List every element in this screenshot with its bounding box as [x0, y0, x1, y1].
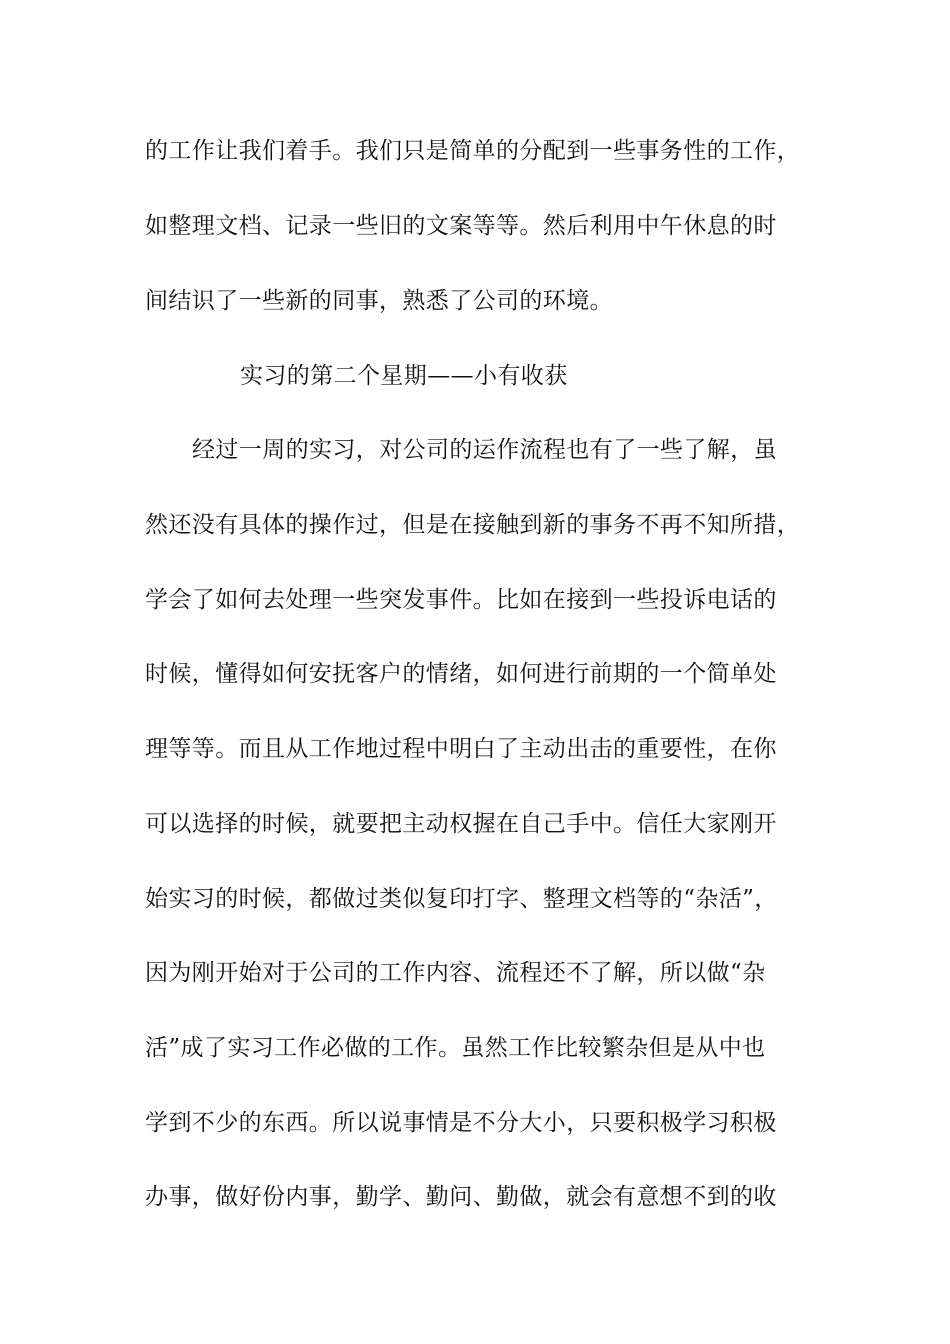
text-line-13: 活”成了实习工作必做的工作。虽然工作比较繁杂但是从中也	[145, 1035, 766, 1061]
text-line-3: 间结识了一些新的同事，熟悉了公司的环境。	[145, 288, 613, 314]
text-line-6: 然还没有具体的操作过，但是在接触到新的事务不再不知所措，	[145, 512, 801, 538]
text-line-10: 可以选择的时候，就要把主动权握在自己手中。信任大家刚开	[145, 811, 777, 837]
text-line-5: 经过一周的实习，对公司的运作流程也有了一些了解，虽	[192, 437, 777, 463]
text-line-14: 学到不少的东西。所以说事情是不分大小，只要积极学习积极	[145, 1110, 777, 1136]
text-line-12: 因为刚开始对于公司的工作内容、流程还不了解，所以做“杂	[145, 960, 766, 986]
text-line-11: 始实习的时候，都做过类似复印打字、整理文档等的“杂活”，	[145, 886, 778, 912]
text-line-1: 的工作让我们着手。我们只是简单的分配到一些事务性的工作，	[145, 138, 801, 164]
text-line-8: 时候，懂得如何安抚客户的情绪，如何进行前期的一个简单处	[145, 661, 777, 687]
text-line-15: 办事，做好份内事，勤学、勤问、勤做，就会有意想不到的收	[145, 1184, 777, 1210]
text-line-7: 学会了如何去处理一些突发事件。比如在接到一些投诉电话的	[145, 587, 777, 613]
section-heading: 实习的第二个星期——小有收获	[240, 363, 568, 389]
text-line-2: 如整理文档、记录一些旧的文案等等。然后利用中午休息的时	[145, 213, 777, 239]
text-line-9: 理等等。而且从工作地过程中明白了主动出击的重要性，在你	[145, 736, 777, 762]
